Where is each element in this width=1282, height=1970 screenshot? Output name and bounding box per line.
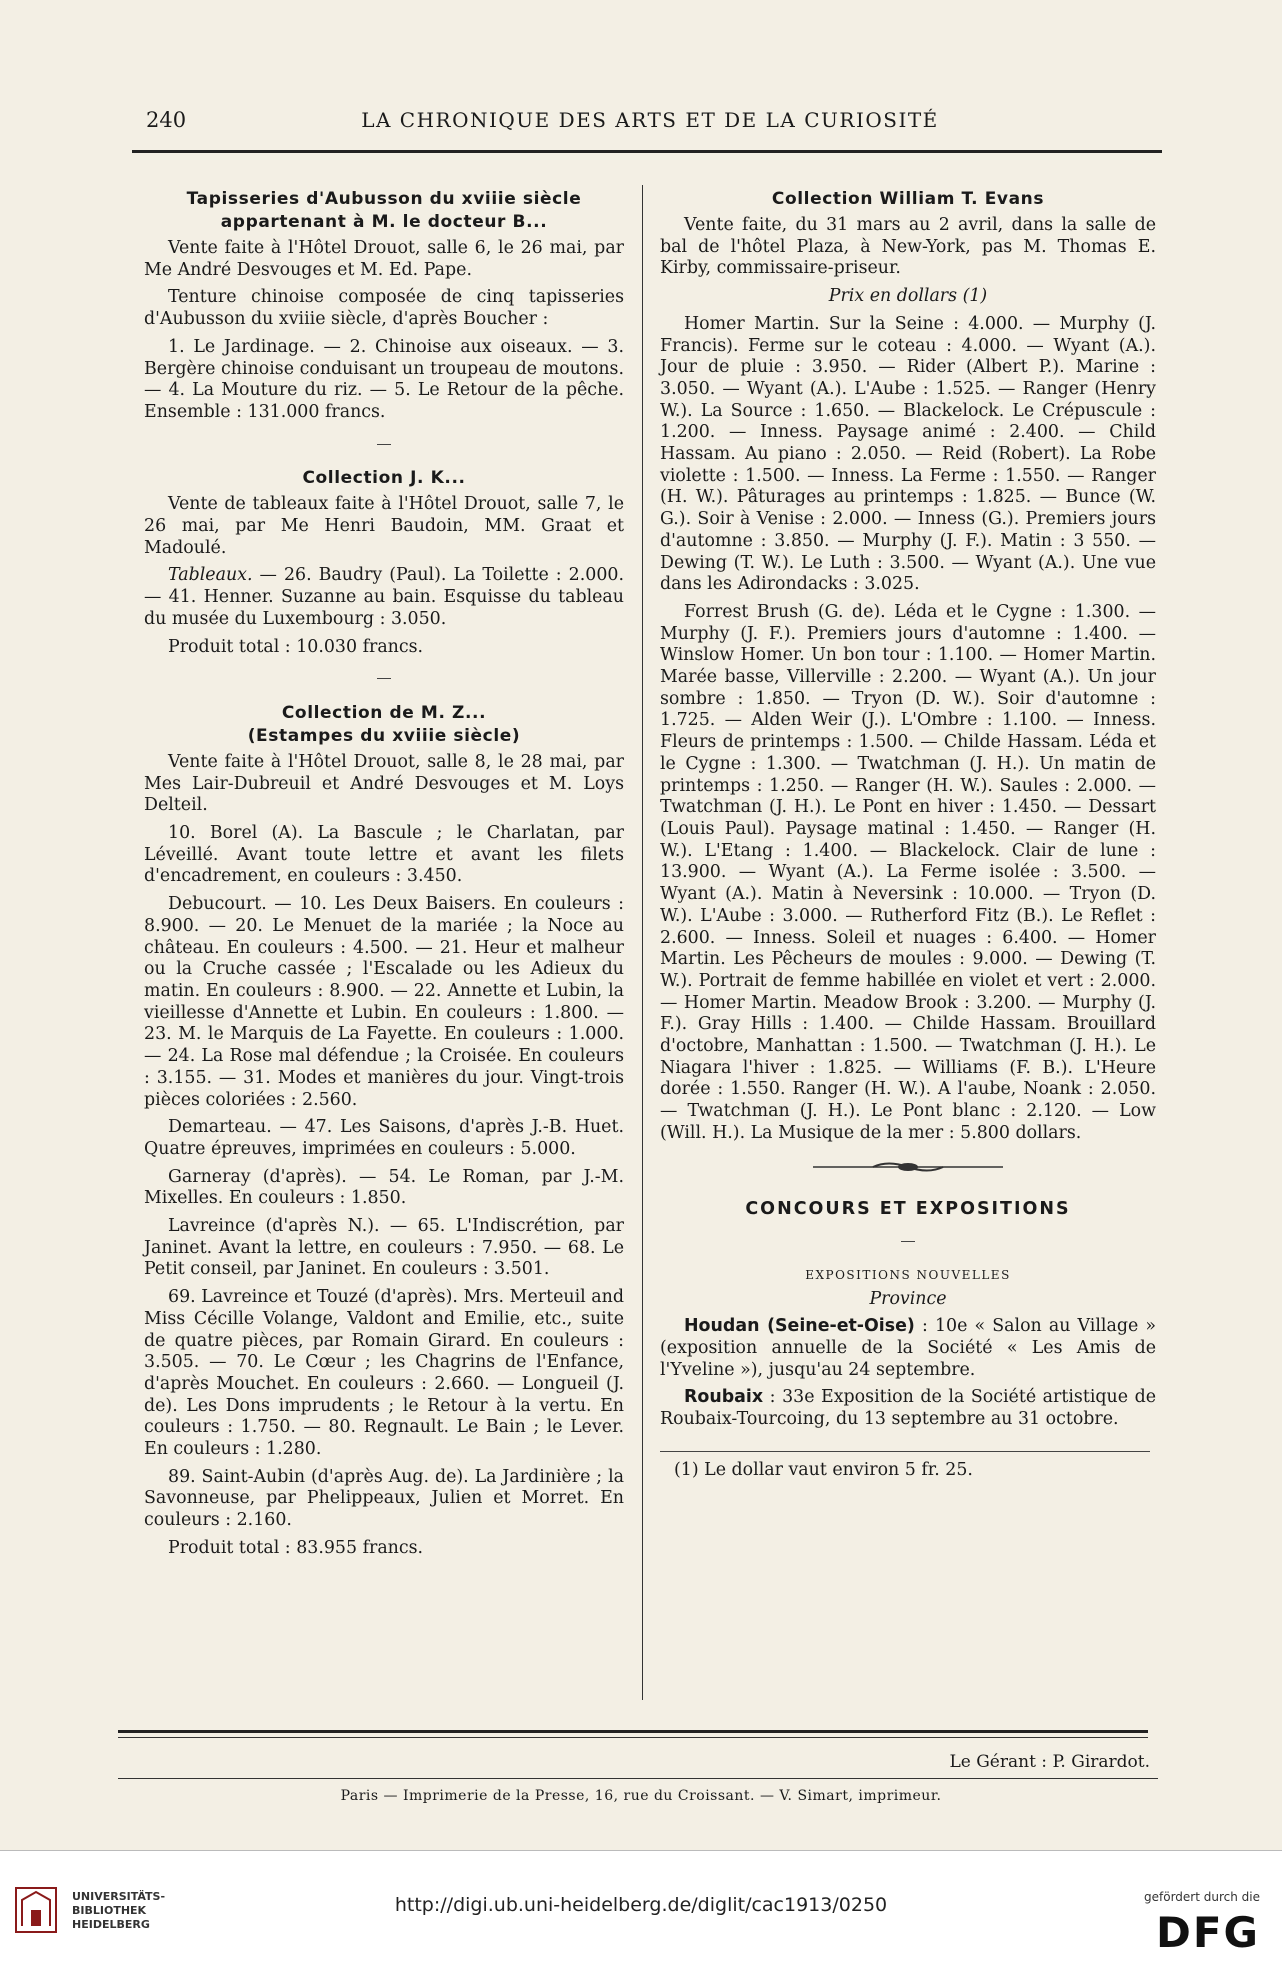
section-title-concours: CONCOURS ET EXPOSITIONS xyxy=(745,1199,1071,1220)
ornament-divider xyxy=(660,1159,1156,1181)
paragraph xyxy=(660,1316,1156,1381)
section-title-collection-mz: Collection de M. Z... xyxy=(281,702,487,723)
page-number: 240 xyxy=(146,108,187,132)
left-column xyxy=(144,188,624,1566)
paragraph: Tenture chinoise composée de cinq tapisseries d'Aubusson du xviiie siècle, d'après Boucher : xyxy=(144,287,624,330)
ornament-icon xyxy=(813,1160,1003,1174)
separator xyxy=(660,1231,1156,1253)
logo-line: UNIVERSITÄTS- xyxy=(72,1890,166,1903)
paragraph: 69. Lavreince et Touzé (d'après). Mrs. Merteuil and Miss Cécille Volange, Valdont and Emilie, etc., suite de quatre pièces, par Romain Girard. En couleurs : 3.505. — 70. Le Cœur ; les Chagrins de l'Enfance, d'après Mouchet. En couleurs : 2.660. — Longueil (J. de). Les Dons imprudents ; le Retour à la vertu. En couleurs : 1.750. — 80. Regnault. Le Bain ; le Lever. En couleurs : 1.280. xyxy=(144,1287,624,1460)
place-houdan: Houdan (Seine-et-Oise) xyxy=(684,1316,915,1337)
paragraph: Garneray (d'après). — 54. Le Roman, par J.-M. Mixelles. En couleurs : 1.850. xyxy=(144,1166,624,1209)
running-title: LA CHRONIQUE DES ARTS ET DE LA CURIOSITÉ xyxy=(361,108,939,132)
gerant-signature: Le Gérant : P. Girardot. xyxy=(949,1752,1150,1772)
section-title-tapisseries: Tapisseries d'Aubusson du xviiie siècle appartenant à M. le docteur B... xyxy=(186,189,582,232)
permalink[interactable]: http://digi.ub.uni-heidelberg.de/diglit/cac1913/0250 xyxy=(394,1894,888,1916)
section-title-collection-jk: Collection J. K... xyxy=(302,468,466,489)
digitization-footer xyxy=(0,1850,1282,1970)
header-rule xyxy=(132,150,1162,153)
paragraph xyxy=(144,565,624,630)
separator xyxy=(144,668,624,690)
paragraph: Demarteau. — 47. Les Saisons, d'après J.-B. Huet. Quatre épreuves, imprimées en couleurs : 5.000. xyxy=(144,1117,624,1159)
paragraph: 10. Borel (A). La Bascule ; le Charlatan, par Léveillé. Avant toute lettre et avant les filets d'encadrement, en couleurs : 3.450. xyxy=(144,823,624,887)
paragraph: Vente faite à l'Hôtel Drouot, salle 8, le 28 mai, par Mes Lair-Dubreuil et André Desvouges et M. Loys Delteil. xyxy=(144,751,624,816)
footnote: (1) Le dollar vaut environ 5 fr. 25. xyxy=(674,1459,973,1480)
logo-line: HEIDELBERG xyxy=(72,1918,150,1931)
paragraph: Forrest Brush (G. de). Léda et le Cygne : 1.300. — Murphy (J. F.). Premiers jours d'automne : 1.400. — Winslow Homer. Un bon tour : 1.100. — Homer Martin. Marée basse, Villerville : 2.200. — Wyant (A.). Un jour sombre : 1.850. — Tryon (D. W.). Soir d'automne : 1.725. — Alden Weir (J.). L'Ombre : 1.100. — Inness. Fleurs de printemps : 1.500. — Childe Hassam. Léda et le Cygne : 1.300. — Twatchman (J. H.). Un matin de printemps : 1.250. — Ranger (H. W.). Saules : 2.000. — Twatchman (J. H.). Le Pont en hiver : 1.450. — Dessart (Louis Paul). Paysage matinal : 1.450. — Ranger (H. W.). L'Etang : 1.400. — Blackelock. Clair de lune : 13.900. — Wyant (A.). La Ferme isolée : 3.500. — Wyant (A.). Matin à Neversink : 10.000. — Tryon (D. W.). L'Aube : 3.000. — Rutherford Fitz (B.). Le Reflet : 2.600. — Inness. Soleil et nuages : 6.400. — Homer Martin. Les Pêcheurs de moules : 9.000. — Dewing (T. W.). Portrait de femme habillée en violet et vert : 2.000. — Homer Martin. Meadow Brook : 3.200. — Murphy (J. F.). Gray Hills : 1.400. — Childe Hassam. Brouillard d'octobre, Manhattan : 1.500. — Twatchman (J. H.). Le Niagara l'hiver : 1.825. — Williams (F. B.). L'Heure dorée : 1.550. Ranger (H. W.). A l'aube, Noank : 2.050. — Twatchman (J. H.). Le Pont blanc : 2.120. — Low (Will. H.). La Musique de la mer : 5.800 dollars. xyxy=(660,601,1156,1143)
section-title-evans: Collection William T. Evans xyxy=(771,189,1045,209)
section-subtitle-estampes: (Estampes du xviiie siècle) xyxy=(247,725,521,746)
paragraph: Debucourt. — 10. Les Deux Baisers. En couleurs : 8.900. — 20. Le Menuet de la mariée ; la Noce au château. En couleurs : 4.500. — 21. Heur et malheur ou la Cruche cassée ; l'Escalade ou les Adieux du matin. En couleurs : 8.900. — 22. Annette et Lubin, la vieillesse d'Annette et Lubin. En couleurs : 1.800. — 23. M. le Marquis de La Fayette. En couleurs : 1.000. — 24. La Rose mal défendue ; la Croisée. En couleurs : 3.155. — 31. Modes et manières du jour. Vingt-trois pièces coloriées : 2.560. xyxy=(144,894,624,1110)
footer-divider xyxy=(0,1850,1282,1851)
subsection-title: EXPOSITIONS NOUVELLES xyxy=(805,1267,1011,1282)
paragraph: Lavreince (d'après N.). — 65. L'Indiscrétion, par Janinet. Avant la lettre, en couleurs : 7.950. — 68. Le Petit conseil, par Janinet. En couleurs : 3.501. xyxy=(144,1216,624,1280)
paragraph: Vente faite à l'Hôtel Drouot, salle 6, le 26 mai, par Me André Desvouges et M. Ed. Pape. xyxy=(144,238,624,280)
paragraph-text: : 10e « Salon au Village » (exposition annuelle de la Société « Les Amis de l'Yveline »), jusqu'au 24 septembre. xyxy=(660,1316,1156,1380)
paragraph: Homer Martin. Sur la Seine : 4.000. — Murphy (J. Francis). Ferme sur le coteau : 4.000. — Wyant (A.). Jour de pluie : 3.950. — Rider (Albert P.). Marine : 3.050. — Wyant (A.). L'Aube : 1.525. — Ranger (Henry W.). La Source : 1.650. — Blackelock. Le Crépuscule : 1.200. — Inness. Paysage animé : 2.400. — Child Hassam. Au piano : 2.050. — Reid (Robert). La Robe violette : 1.500. — Inness. La Ferme : 1.550. — Ranger (H. W.). Pâturages au printemps : 1.825. — Bunce (W. G.). Soir à Venise : 2.000. — Inness (G.). Premiers jours d'automne : 3.850. — Murphy (J. F.). Matin : 3 550. — Dewing (T. W.). Le Luth : 3.500. — Wyant (A.). Une vue dans les Adirondacks : 3.025. xyxy=(660,313,1156,595)
prix-en-dollars: Prix en dollars (1) xyxy=(828,286,988,307)
footnote-rule xyxy=(660,1451,1150,1452)
bottom-rules xyxy=(118,1730,1148,1738)
imprint-line: Paris — Imprimerie de la Presse, 16, rue du Croissant. — V. Simart, imprimeur. xyxy=(340,1788,942,1804)
page-header xyxy=(140,108,1160,142)
paragraph-text: — 26. Baudry (Paul). La Toilette : 2.000. — 41. Henner. Suzanne au bain. Esquisse du tableau du musée du Luxembourg : 3.050. xyxy=(144,565,624,629)
paragraph: 1. Le Jardinage. — 2. Chinoise aux oiseaux. — 3. Bergère chinoise conduisant un troupeau de moutons. — 4. La Mouture du riz. — 5. Le Retour de la pêche. Ensemble : 131.000 francs. xyxy=(144,336,624,422)
logo-line: BIBLIOTHEK xyxy=(72,1904,147,1917)
paragraph: Produit total : 83.955 francs. xyxy=(168,1537,424,1558)
paragraph-text: : 33e Exposition de la Société artistique de Roubaix-Tourcoing, du 13 septembre au 31 octobre. xyxy=(660,1387,1156,1430)
sponsor-label: gefördert durch die xyxy=(1144,1890,1260,1904)
paragraph xyxy=(660,1387,1156,1430)
paragraph: Vente de tableaux faite à l'Hôtel Drouot, salle 7, le 26 mai, par Me Henri Baudoin, MM. Graat et Madoulé. xyxy=(144,494,624,558)
column-divider xyxy=(642,185,643,1700)
place-roubaix: Roubaix xyxy=(684,1387,764,1408)
paragraph: Vente faite, du 31 mars au 2 avril, dans la salle de bal de l'hôtel Plaza, à New-York, pas M. Thomas E. Kirby, commissaire-priseur. xyxy=(660,215,1156,279)
paragraph: 89. Saint-Aubin (d'après Aug. de). La Jardinière ; la Savonneuse, par Phelippeaux, Julien et Morret. En couleurs : 2.160. xyxy=(144,1466,624,1531)
separator xyxy=(144,434,624,456)
paragraph: Produit total : 10.030 francs. xyxy=(168,636,424,657)
province-heading: Province xyxy=(869,1288,947,1309)
right-column xyxy=(660,188,1156,1488)
imprint-rule xyxy=(118,1778,1158,1779)
label-tableaux: Tableaux. xyxy=(168,565,253,586)
dfg-logo: DFG xyxy=(1155,1908,1260,1957)
